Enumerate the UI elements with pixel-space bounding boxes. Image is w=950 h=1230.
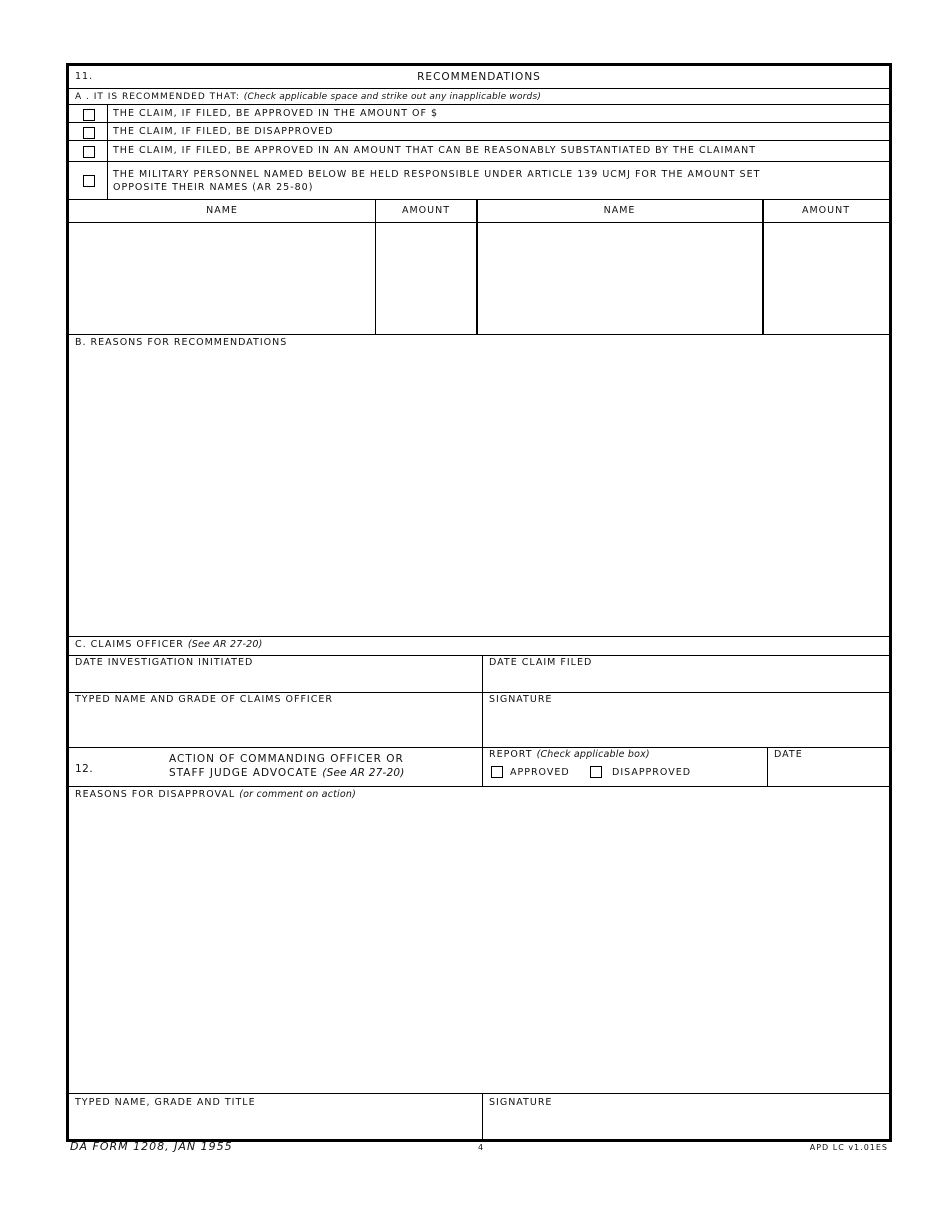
reasons-for-recommendations-field[interactable]: [71, 352, 887, 634]
col-header-amount-1: AMOUNT: [401, 205, 451, 216]
disapproved-label: DISAPPROVED: [612, 767, 692, 778]
date-field[interactable]: [770, 762, 887, 784]
da-form-1208-page: [66, 63, 892, 1142]
date-investigation-label: DATE INVESTIGATION INITIATED: [75, 657, 254, 668]
section-11-title: RECOMMENDATIONS: [417, 71, 541, 83]
claims-officer-name-label: TYPED NAME AND GRADE OF CLAIMS OFFICER: [75, 694, 333, 705]
disapproved-checkbox[interactable]: [590, 766, 602, 778]
name-field-2[interactable]: [480, 224, 760, 332]
form-id: DA FORM 1208, JAN 1955: [70, 1140, 233, 1153]
approved-label: APPROVED: [510, 767, 570, 778]
option-substantiated-label: THE CLAIM, IF FILED, BE APPROVED IN AN AMOUNT THAT CAN BE REASONABLY SUBSTANTIATED BY THE CLAIMANT: [113, 145, 756, 156]
section-b-label: B. REASONS FOR RECOMMENDATIONS: [75, 337, 288, 348]
amount-field-1[interactable]: [378, 224, 474, 332]
option-military-personnel-checkbox[interactable]: [83, 175, 95, 187]
date-claim-filed-field[interactable]: [485, 670, 887, 690]
section-12-signature-label: SIGNATURE: [489, 1097, 553, 1108]
reasons-disapproval-field[interactable]: [71, 804, 887, 1090]
form-version: APD LC v1.01ES: [809, 1143, 888, 1152]
option-disapproved-label: THE CLAIM, IF FILED, BE DISAPPROVED: [113, 126, 334, 137]
section-c-label: C. CLAIMS OFFICER (See AR 27-20): [75, 639, 263, 650]
section-a-label: A . IT IS RECOMMENDED THAT: (Check applicable space and strike out any inapplicable words): [75, 92, 542, 102]
option-disapproved-checkbox[interactable]: [83, 127, 95, 139]
section-12-title-line1: ACTION OF COMMANDING OFFICER OR: [169, 753, 404, 765]
report-label: REPORT (Check applicable box): [489, 749, 650, 760]
date-investigation-field[interactable]: [71, 670, 479, 690]
section-12-title-ref: (See AR 27-20): [322, 767, 405, 779]
section-12-signature-field[interactable]: [485, 1111, 887, 1137]
claims-officer-signature-field[interactable]: [485, 708, 887, 744]
typed-name-title-field[interactable]: [71, 1111, 479, 1137]
claims-officer-name-field[interactable]: [71, 708, 479, 744]
section-a-instruction: (Check applicable space and strike out any inapplicable words): [243, 92, 542, 102]
section-c-ref: (See AR 27-20): [187, 639, 263, 650]
col-header-name-2: NAME: [603, 205, 636, 216]
section-11-number: 11.: [75, 71, 94, 82]
option-military-personnel-line1: THE MILITARY PERSONNEL NAMED BELOW BE HELD RESPONSIBLE UNDER ARTICLE 139 UCMJ FOR THE AMOUNT SET: [113, 169, 761, 180]
col-header-name-1: NAME: [206, 205, 238, 216]
page-number: 4: [478, 1143, 485, 1152]
typed-name-title-label: TYPED NAME, GRADE AND TITLE: [75, 1097, 256, 1108]
name-field-1[interactable]: [71, 224, 373, 332]
option-approved-amount-checkbox[interactable]: [83, 109, 95, 121]
reasons-disapproval-instruction: (or comment on action): [239, 789, 357, 800]
amount-field-2[interactable]: [766, 224, 887, 332]
report-instruction: (Check applicable box): [536, 749, 650, 760]
approved-checkbox[interactable]: [491, 766, 503, 778]
option-approved-amount-label: THE CLAIM, IF FILED, BE APPROVED IN THE AMOUNT OF $: [113, 108, 439, 119]
section-12-title-line2: STAFF JUDGE ADVOCATE (See AR 27-20): [169, 767, 405, 779]
date-label: DATE: [774, 749, 803, 760]
date-claim-filed-label: DATE CLAIM FILED: [489, 657, 593, 668]
option-military-personnel-line2: OPPOSITE THEIR NAMES (AR 25-80): [113, 182, 314, 193]
reasons-disapproval-label: REASONS FOR DISAPPROVAL (or comment on action): [75, 789, 357, 800]
col-header-amount-2: AMOUNT: [801, 205, 851, 216]
section-12-number: 12.: [75, 763, 94, 775]
option-substantiated-checkbox[interactable]: [83, 146, 95, 158]
claims-officer-signature-label: SIGNATURE: [489, 694, 553, 705]
